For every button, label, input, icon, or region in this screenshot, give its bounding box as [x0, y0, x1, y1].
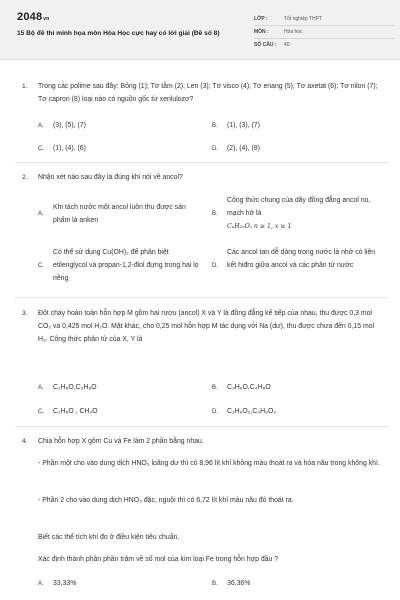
- option-a[interactable]: 33,33%: [53, 580, 77, 587]
- option-label: C.: [38, 146, 44, 152]
- option-label: A.: [38, 211, 44, 217]
- option-b[interactable]: C₃H₆O,C₄H₈O: [227, 384, 271, 391]
- meta-row-count: [254, 39, 394, 52]
- option-label: B.: [212, 581, 218, 587]
- option-label: B.: [212, 385, 218, 391]
- meta-row-subject: [254, 26, 394, 39]
- meta-value: 40: [284, 42, 290, 48]
- question-number: 1.: [22, 83, 28, 90]
- option-label: D.: [212, 263, 218, 269]
- option-label: C.: [38, 409, 44, 415]
- divider: [15, 426, 388, 427]
- meta-key: MÔN :: [254, 29, 269, 35]
- option-label: D.: [212, 146, 218, 152]
- option-label: A.: [38, 385, 44, 391]
- question-number: 3.: [22, 310, 28, 317]
- question-text: Chia hỗn hợp X gồm Cu và Fe làm 2 phần bằng nhau.: [38, 438, 204, 445]
- option-label: A.: [38, 123, 44, 129]
- site-logo[interactable]: 2048vn: [17, 11, 50, 23]
- question-text: Đốt cháy hoàn toàn hỗn hợp M gồm hai rượu (ancol) X và Y là đồng đẳng kế tiếp của nhau, thu được 0,3 mol CO₂ và 0,425 mol H₂O. Mặt khác, cho 0,25 mol hỗn hợp M tác dụng với Na (dư), thu được chưa đến 0,15 mol H₂. Công thức phân tử của X, Y là: [38, 310, 375, 343]
- option-label: D.: [212, 409, 218, 415]
- question-number: 2.: [22, 174, 28, 181]
- question-text: Trong các polime sau đây: Bông (1); Tơ tằm (2); Len (3); Tơ visco (4); Tơ enang (5); Tơ axetat (6); Tơ nilon (7); Tơ capron (8) loại nào có nguồn gốc từ xenlulozơ?: [38, 83, 378, 103]
- question-paragraph: Xác định thành phần phần trăm về số mol của kim loại Fe trong hỗn hợp đầu ?: [38, 556, 279, 563]
- option-a[interactable]: Khi tách nước một ancol luôn thu được sản phẩm là anken: [53, 204, 186, 224]
- meta-key: SỐ CÂU :: [254, 42, 277, 48]
- option-b[interactable]: [227, 194, 377, 233]
- divider: [15, 162, 388, 163]
- option-label: B.: [212, 123, 218, 129]
- option-c[interactable]: C₂H₆O , CH₄O: [53, 408, 98, 415]
- divider: [15, 297, 388, 298]
- meta-value: Hóa học: [284, 29, 303, 35]
- option-d[interactable]: (2), (4), (8): [227, 145, 260, 152]
- meta-row-class: [254, 13, 394, 26]
- document-title: 15 Bộ đề thi minh họa môn Hóa Học cực hay có lời giải (Đề số 8): [17, 30, 220, 37]
- option-b[interactable]: 36.36%: [227, 580, 251, 587]
- option-formula: CₙH₂ₙOₓ n ≥ 1, x ≥ 1: [227, 223, 292, 230]
- option-label: C.: [38, 263, 44, 269]
- meta-key: LỚP :: [254, 16, 268, 22]
- option-d[interactable]: Các ancol tan dễ dàng trong nước là nhờ có liên kết hiđro giữa ancol và các phân tử nước: [227, 249, 376, 269]
- option-d[interactable]: C₂H₆O₂,C₃H₈O₂: [227, 408, 277, 415]
- option-c[interactable]: Có thể sử dụng Cu(OH)₂ để phân biệt etilenglycol và propan-1,2-điol đựng trong hai lọ riêng: [53, 249, 199, 282]
- option-text: Công thức chung của dãy đồng đẳng ancol no, mạch hở là: [227, 197, 371, 217]
- option-a[interactable]: C₂H₆O,C₃H₈O: [53, 384, 97, 391]
- option-label: B.: [212, 211, 218, 217]
- question-number: 4.: [22, 438, 28, 445]
- meta-value: Tốt nghiệp THPT: [284, 16, 322, 22]
- option-b[interactable]: (1), (3), (7): [227, 122, 260, 129]
- question-list: [0, 60, 400, 600]
- question-paragraph: Biết các thể tích khí đo ở điều kiện tiêu chuẩn.: [38, 534, 180, 541]
- document-header: [0, 0, 400, 60]
- question-paragraph: - Phần một cho vào dung dịch HNO₃ loãng dư thì có 8,96 lít khí không màu thoát ra và hóa nâu trong không khí.: [38, 460, 380, 467]
- question-paragraph: - Phần 2 cho vào dung dịch HNO₃ đặc, nguội thì có 6,72 lít khí màu nâu đỏ thoát ra.: [38, 497, 294, 504]
- question-text: Nhận xét nào sau đây là đúng khi nói về ancol?: [38, 174, 183, 181]
- option-c[interactable]: (1), (4), (6): [53, 145, 86, 152]
- option-label: A.: [38, 581, 44, 587]
- option-a[interactable]: (3), (5), (7): [53, 122, 86, 129]
